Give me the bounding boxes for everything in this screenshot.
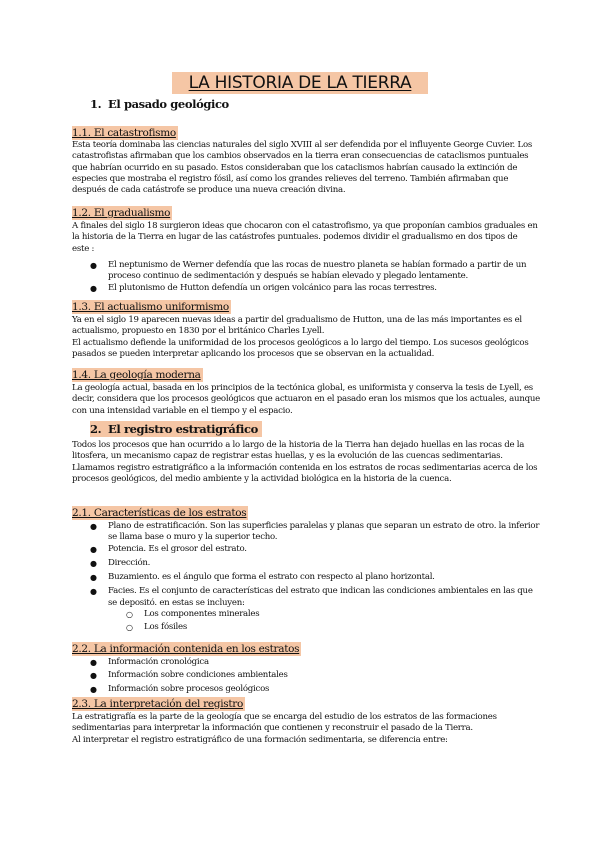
text-line: La estratigrafía es la parte de la geología que se encarga del estudio de los estratos de las formaciones [72, 712, 497, 722]
text-line: Al interpretar el registro estratigráfico de una formación sedimentaria, se diferencia entre: [72, 734, 448, 745]
list-item [72, 657, 528, 668]
section-number: 1. [90, 97, 102, 111]
text-line: Información cronológica [108, 657, 209, 667]
subsection-heading-1-1: 1.1. El catastrofismo [72, 127, 176, 139]
circle-bullet-icon: ○ [126, 623, 133, 633]
section-1-heading [90, 96, 229, 112]
bullet-icon: ● [90, 522, 97, 531]
list-item [72, 260, 528, 283]
sublist-item [108, 622, 528, 633]
list-item [72, 684, 528, 695]
text-line: Todos los procesos que han ocurrido a lo largo de la historia de la Tierra han dejado huellas en las rocas de la [72, 440, 525, 450]
sublist-item [108, 609, 528, 620]
text-line: litosfera, un mecanismo capaz de registrar estas huellas, y es la evolución de las cuencas sedimentarias. [72, 451, 503, 462]
subsection-heading-1-2: 1.2. El gradualismo [72, 207, 171, 219]
text-line: Buzamiento. es el ángulo que forma el estrato con respecto al plano horizontal. [108, 572, 435, 583]
list-item [72, 283, 528, 294]
text-line: proceso continuo de sedimentación y después se habían elevado y plegado lentamente. [108, 271, 468, 282]
informacion-list [72, 657, 528, 695]
paragraph-actualismo [72, 315, 528, 360]
section-2-heading [90, 421, 262, 437]
text-line: El neptunismo de Werner defendía que las rocas de nuestro planeta se habían formado a partir de un [108, 260, 527, 270]
text-line: El plutonismo de Hutton defendía un origen volcánico para las rocas terrestres. [108, 282, 437, 293]
text-line: Facies. Es el conjunto de características del estrato que indican las condiciones ambientales en las que [108, 586, 533, 597]
section-title: El registro estratigráfico [108, 422, 258, 436]
text-line: se depositó. en estas se incluyen: [108, 597, 245, 608]
list-item [72, 544, 528, 555]
text-line: pasados se pueden interpretar aplicando los procesos que se observan en la actualidad. [72, 348, 435, 359]
text-line: A finales del siglo 18 surgieron ideas que chocaron con el catastrofismo, ya que proponían cambios graduales en [72, 221, 538, 231]
gradualismo-list [72, 260, 528, 294]
facies-sublist [108, 609, 528, 634]
paragraph-catastrofismo [72, 140, 533, 196]
bullet-icon: ● [90, 573, 97, 583]
text-line: Dirección. [108, 557, 151, 568]
bullet-icon: ● [90, 684, 97, 694]
text-line: Información sobre procesos geológicos [108, 683, 270, 694]
subsection-heading-1-3: 1.3. El actualismo uniformismo [72, 301, 229, 313]
text-line: Ya en el siglo 19 aparecen nuevas ideas a partir del gradualismo de Hutton, una de las más importantes es el [72, 315, 522, 325]
text-line: que habrían ocurrido en su pasado. Estos consideraban que los cataclismos habrían causado la extinción de [72, 162, 518, 173]
text-line: actualismo, propuesto en 1830 por el británico Charles Lyell. [72, 326, 325, 337]
bullet-icon: ● [90, 261, 97, 270]
text-line: Potencia. Es el grosor del estrato. [108, 543, 247, 554]
text-line: Llamamos registro estratigráfico a la información contenida en los estratos de rocas sedimentarias acerca de los [72, 462, 538, 473]
text-line: con una intensidad variable en el tiempo y el espacio. [72, 405, 293, 416]
text-line: la historia de la Tierra en lugar de las catástrofes puntuales. podemos dividir el gradualismo en dos tipos de [72, 232, 518, 243]
text-line: especies que mostraba el registro fósil, así como los grandes relieves del terreno. También afirmaban que [72, 173, 509, 184]
text-line: procesos geológicos, del medio ambiente y la actividad biológica en la historia de la cuenca. [72, 473, 452, 484]
paragraph-interpretacion [72, 712, 528, 746]
page-title: LA HISTORIA DE LA TIERRA [172, 72, 428, 94]
subsection-heading-2-1: 2.1. Características de los estratos [72, 507, 247, 519]
text-line: decir, considera que los procesos geológicos que actuaron en el pasado eran los mismos que los actuales, aunque [72, 394, 540, 405]
bullet-icon: ● [90, 558, 97, 568]
estratos-list [72, 521, 540, 634]
list-item [72, 521, 540, 544]
text-line: se llama base o muro y la superior techo. [108, 532, 278, 543]
text-line: Los fósiles [144, 622, 188, 633]
list-item [72, 572, 528, 583]
circle-bullet-icon: ○ [126, 610, 133, 620]
text-line: Plano de estratificación. Son las superficies paralelas y planas que separan un estrato de otro. la inferior [108, 521, 540, 531]
list-item [72, 586, 533, 633]
list-item [72, 558, 528, 569]
paragraph-geologia-moderna [72, 383, 540, 417]
text-line: después de cada catástrofe se produce una nueva creación divina. [72, 185, 346, 196]
text-line: Los componentes minerales [144, 609, 260, 620]
text-line: sedimentarias para interpretar la información que contienen y reconstruir el pasado de la Tierra. [72, 723, 473, 734]
subsection-heading-2-3: 2.3. La interpretación del registro [72, 698, 244, 710]
paragraph-registro-intro [72, 440, 538, 485]
section-title: El pasado geológico [108, 97, 229, 111]
text-line: Información sobre condiciones ambientales [108, 670, 288, 681]
subsection-heading-2-2: 2.2. La información contenida en los estratos [72, 643, 300, 655]
text-line: El actualismo defiende la uniformidad de los procesos geológicos a lo largo del tiempo. Los sucesos geológicos [72, 337, 529, 348]
text-line: este : [72, 243, 95, 254]
text-line: catastrofistas afirmaban que los cambios observados en la tierra eran consecuencias de cataclismos puntuales [72, 151, 529, 162]
bullet-icon: ● [90, 544, 97, 554]
section-number: 2. [90, 422, 102, 436]
bullet-icon: ● [90, 283, 97, 293]
paragraph-gradualismo [72, 221, 538, 255]
bullet-icon: ● [90, 658, 97, 667]
bullet-icon: ● [90, 587, 97, 597]
bullet-icon: ● [90, 671, 97, 681]
text-line: La geología actual, basada en los principios de la tectónica global, es uniformista y conserva la tesis de Lyell, es [72, 383, 533, 393]
list-item [72, 670, 528, 681]
subsection-heading-1-4: 1.4. La geología moderna [72, 369, 201, 381]
text-line: Esta teoría dominaba las ciencias naturales del siglo XVIII al ser defendida por el influyente George Cuvier. Los [72, 140, 533, 150]
